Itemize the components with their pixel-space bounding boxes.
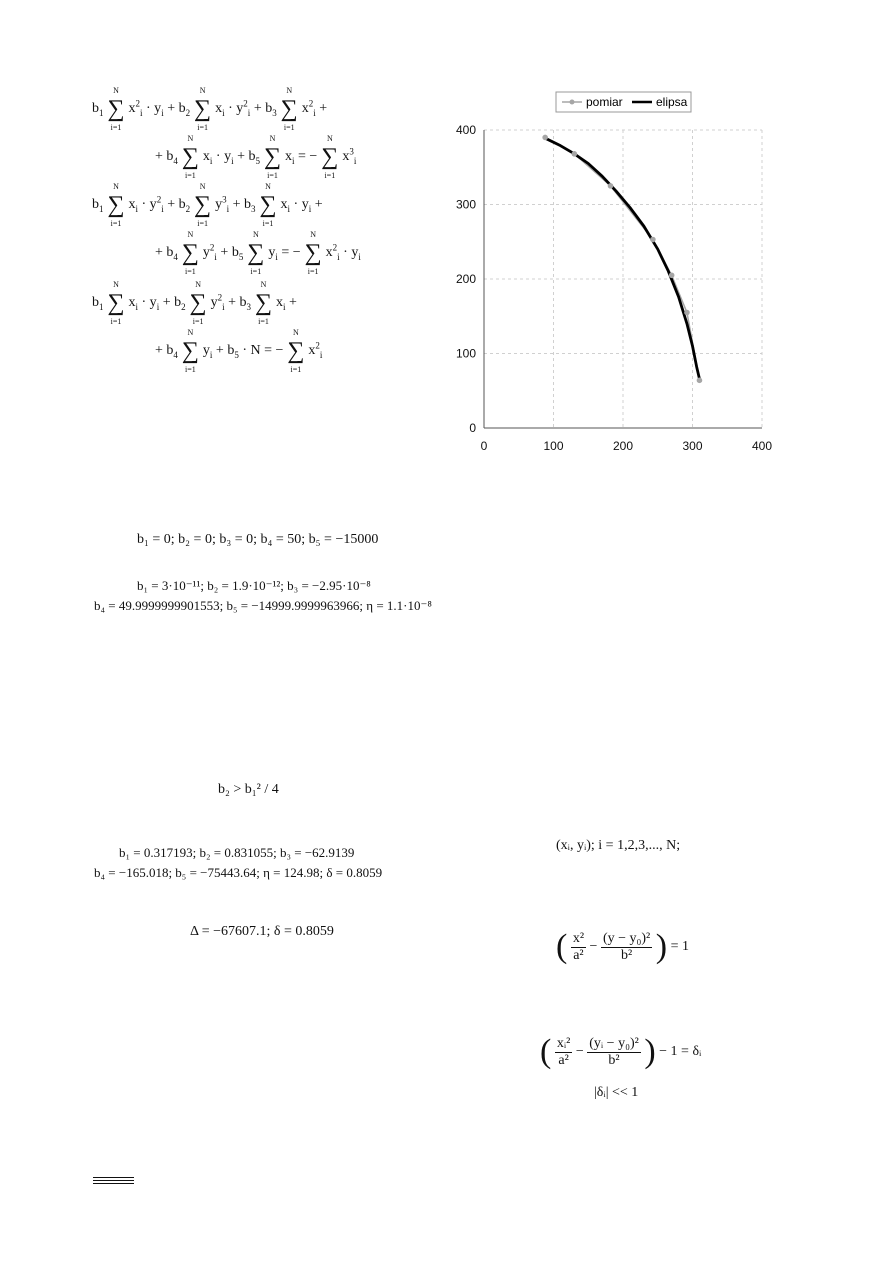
data-point-pomiar: [572, 151, 578, 157]
exact-coefficients: b₁ = 0; b₂ = 0; b₃ = 0; b₄ = 50; b₅ = −15000: [137, 532, 379, 547]
series-line-pomiar: [545, 137, 699, 380]
legend-label-elipsa: elipsa: [656, 95, 688, 109]
x-tick-label: 400: [751, 439, 773, 453]
delta-result: Δ = −67607.1; δ = 0.8059: [190, 924, 334, 939]
condition-formula: b₂ > b₁² / 4: [218, 782, 279, 797]
equation-row-2a: $b_1$ N ∑ i=1 $x_i \cdot y^2_i + b_2$ N ∑ i=1 $y^3_i + b_3$ N ∑ i=1 $x_i \cdot y_i$ +: [92, 182, 323, 228]
points-definition: (xᵢ, yᵢ); i = 1,2,3,..., N;: [556, 838, 681, 853]
small-residual-condition: |δᵢ| << 1: [594, 1085, 639, 1100]
legend-label-pomiar: pomiar: [586, 95, 623, 109]
fit1-coefficients-line2: b₄ = 49.9999999901553; b₅ = −14999.9999963966; η = 1.1·10⁻⁸: [94, 598, 432, 613]
fit2-coefficients-line2: b₄ = −165.018; b₅ = −75443.64; η = 124.98; δ = 0.8059: [94, 865, 383, 880]
x-tick-label: 0: [480, 439, 488, 453]
x-tick-label: 100: [543, 439, 564, 453]
series-line-elipsa: [545, 138, 699, 379]
equation-row-2b: + $b_4$ N ∑ i=1 $y^2_i + b_5$ N ∑ i=1 $y_i$ = − N ∑ i=1 $x^2_i \cdot y_i$: [155, 230, 361, 276]
legend-marker-pomiar: [570, 100, 575, 105]
y-tick-label: 0: [469, 421, 476, 435]
y-tick-label: 300: [455, 197, 476, 212]
x-tick-label: 300: [682, 439, 703, 453]
data-point-pomiar: [697, 378, 703, 384]
sum-symbol: N ∑ i=1: [107, 86, 125, 132]
y-tick-label: 200: [455, 272, 476, 286]
data-point-pomiar: [542, 135, 548, 141]
residual-equation: ( $\frac{\text{xᵢ²}}{\text{a²}}$ − $\frac{\text{(yᵢ − y₀)²}}{\text{b²}}$ ) − 1 = δᵢ: [540, 1033, 702, 1070]
equation-row-3a: $b_1$ N ∑ i=1 $x_i \cdot y_i + b_2$ N ∑ i=1 $y^2_i + b_3$ N ∑ i=1 $x_i$ +: [92, 280, 297, 326]
ellipse-fit-chart: [440, 85, 780, 460]
y-tick-label: 100: [455, 346, 476, 361]
chart-legend: [556, 92, 691, 112]
fit1-coefficients-line1: b₁ = 3·10⁻¹¹; b₂ = 1.9·10⁻¹²; b₃ = −2.95·10⁻⁸: [137, 578, 371, 593]
equation-row-1a: $b_1$ N ∑ i=1 $x^2_i \cdot y_i + b_2$ N ∑ i=1 $x_i \cdot y^2_i + b_3$ N ∑ i=1 $x^2_i$ +: [92, 86, 328, 132]
x-tick-label: 200: [612, 439, 634, 453]
equation-row-1b: + $b_4$ N ∑ i=1 $x_i \cdot y_i + b_5$ N ∑ i=1 $x_i$ = − N ∑ i=1 $x^3_i$: [155, 134, 357, 180]
hyperbola-equation: ( $\frac{\text{x²}}{\text{a²}}$ − $\frac{\text{(y − y₀)²}}{\text{b²}}$ ) = 1: [556, 928, 689, 965]
data-point-pomiar: [684, 310, 690, 316]
fit2-coefficients-line1: b₁ = 0.317193; b₂ = 0.831055; b₃ = −62.9139: [119, 845, 355, 860]
equation-row-3b: + $b_4$ N ∑ i=1 $y_i + b_5 \cdot N$ = − N ∑ i=1 $x^2_i$: [155, 328, 323, 374]
footnote-separator: [93, 1177, 134, 1186]
data-point-pomiar: [669, 272, 675, 278]
data-point-pomiar: [650, 237, 656, 243]
y-tick-label: 400: [455, 123, 476, 137]
data-point-pomiar: [608, 183, 614, 189]
